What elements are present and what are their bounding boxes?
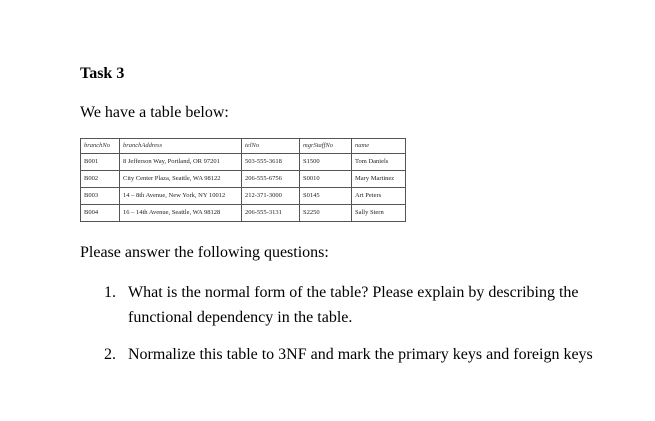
cell-telno: 503-555-3618 [242,154,300,171]
cell-name: Art Peters [352,188,406,205]
cell-telno: 212-371-3000 [242,188,300,205]
table-row [81,171,406,188]
cell-branchno: B004 [81,205,120,222]
table-header-row [81,139,406,154]
intro-text: We have a table below: [80,104,229,121]
cell-name: Tom Daniels [352,154,406,171]
cell-telno: 206-555-6756 [242,171,300,188]
cell-mgrstaffno: S0010 [300,171,352,188]
question-1-number: 1. [104,284,116,301]
table-row [81,188,406,205]
question-2-text-line-1: Normalize this table to 3NF and mark the primary keys and foreign keys [128,346,593,363]
question-2-number: 2. [104,346,116,363]
cell-name: Mary Martinez [352,171,406,188]
header-name: name [352,139,406,154]
cell-branchaddress: City Center Plaza, Seattle, WA 98122 [120,171,242,188]
cell-branchaddress: 16 – 14th Avenue, Seattle, WA 98128 [120,205,242,222]
branch-table [80,138,406,222]
cell-branchno: B002 [81,171,120,188]
cell-name: Sally Stern [352,205,406,222]
header-branchno: branchNo [81,139,120,154]
cell-branchaddress: 8 Jefferson Way, Portland, OR 97201 [120,154,242,171]
task-title: Task 3 [80,65,125,82]
cell-mgrstaffno: S2250 [300,205,352,222]
header-mgrstaffno: mgrStaffNo [300,139,352,154]
cell-branchaddress: 14 – 8th Avenue, New York, NY 10012 [120,188,242,205]
header-telno: telNo [242,139,300,154]
table-row [81,205,406,222]
cell-mgrstaffno: S0145 [300,188,352,205]
cell-branchno: B001 [81,154,120,171]
table-row [81,154,406,171]
cell-mgrstaffno: S1500 [300,154,352,171]
question-1-text-line-1: What is the normal form of the table? Please explain by describing the [128,284,579,301]
question-1-text-line-2: functional dependency in the table. [128,309,353,326]
header-branchaddress: branchAddress [120,139,242,154]
questions-intro: Please answer the following questions: [80,244,329,261]
cell-branchno: B003 [81,188,120,205]
cell-telno: 206-555-3131 [242,205,300,222]
